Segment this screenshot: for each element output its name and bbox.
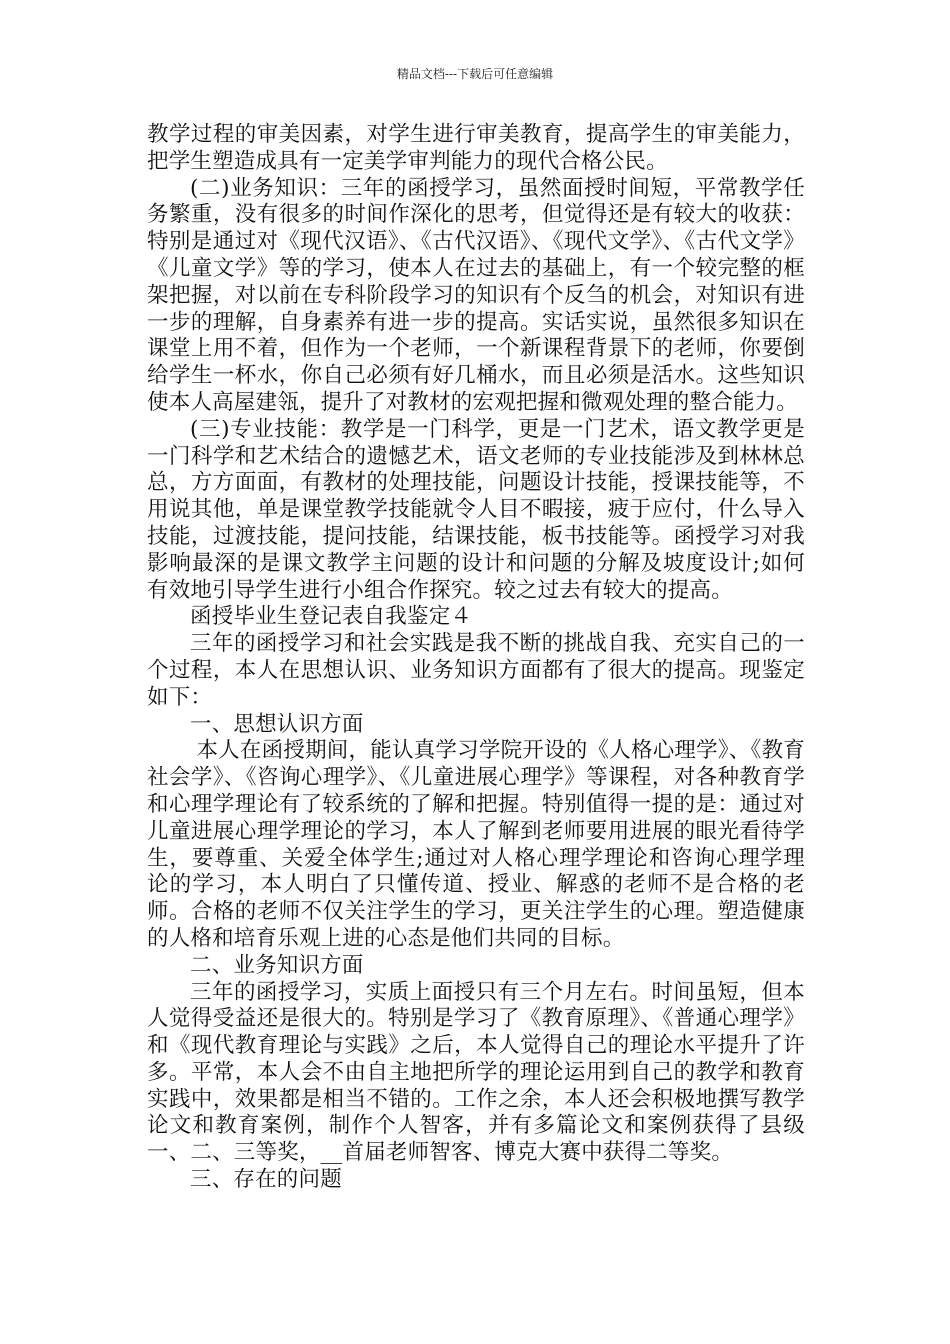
section-title: 函授毕业生登记表自我鉴定４ xyxy=(190,604,473,630)
heading-problems: 三、存在的问题 xyxy=(190,1167,342,1193)
paragraph-1: 教学过程的审美因素，对学生进行审美教育，提高学生的审美能力，把学生塑造成具有一定美学审判能力的现代合格公民。 xyxy=(147,122,805,174)
paragraph-intro: 三年的函授学习和社会实践是我不断的挑战自我、充实自己的一个过程，本人在思想认识、业务知识方面都有了很大的提高。现鉴定如下： xyxy=(147,631,805,710)
paragraph-ideology: 本人在函授期间，能认真学习学院开设的《人格心理学》、《教育社会学》、《咨询心理学》、《儿童进展心理学》等课程，对各种教育学和心理学理论有了较系统的了解和把握。特别值得一提的是：通过对儿童进展心理学理论的学习，本人了解到老师要用进展的眼光看待学生，要尊重、关爱全体学生;通过对人格心理学理论和咨询心理学理论的学习，本人明白了只懂传道、授业、解惑的老师不是合格的老师。合格的老师不仅关注学生的学习，更关注学生的心理。塑造健康的人格和培育乐观上进的心态是他们共同的目标。 xyxy=(147,738,805,951)
document-body xyxy=(147,122,805,1194)
heading-ideology: 一、思想认识方面 xyxy=(190,711,364,737)
page-header: 精品文档---下载后可任意编辑 xyxy=(396,67,554,81)
paragraph-2: (二)业务知识：三年的函授学习，虽然面授时间短，平常教学任务繁重，没有很多的时间作深化的思考，但觉得还是有较大的收获：特别是通过对《现代汉语》、《古代汉语》、《现代文学》、《古代文学》《儿童文学》等的学习，使本人在过去的基础上，有一个较完整的框架把握，对以前在专科阶段学习的知识有个反刍的机会，对知识有进一步的理解，自身素养有进一步的提高。实话实说，虽然很多知识在课堂上用不着，但作为一个老师，一个新课程背景下的老师，你要倒给学生一杯水，你自己必须有好几桶水，而且必须是活水。这些知识使本人高屋建瓴，提升了对教材的宏观把握和微观处理的整合能力。 xyxy=(147,175,805,415)
paragraph-3: (三)专业技能：教学是一门科学，更是一门艺术，语文教学更是一门科学和艺术结合的遗憾艺术，语文老师的专业技能涉及到林林总总，方方面面，有教材的处理技能，问题设计技能，授课技能等，不用说其他，单是课堂教学技能就令人目不暇接，疲于应付，什么导入技能，过渡技能，提问技能，结课技能，板书技能等。函授学习对我影响最深的是课文教学主问题的设计和问题的分解及坡度设计;如何有效地引导学生进行小组合作探究。较之过去有较大的提高。 xyxy=(147,416,805,603)
paragraph-business-knowledge: 三年的函授学习，实质上面授只有三个月左右。时间虽短，但本人觉得受益还是很大的。特别是学习了《教育原理》、《普通心理学》和《现代教育理论与实践》之后，本人觉得自己的理论水平提升了许多。平常，本人会不由自主地把所学的理论运用到自己的教学和教育实践中，效果都是相当不错的。工作之余，本人还会积极地撰写教学论文和教育案例，制作个人智客，并有多篇论文和案例获得了县级一、二、三等奖，__首届老师智客、博克大赛中获得二等奖。 xyxy=(147,979,805,1166)
heading-business-knowledge: 二、业务知识方面 xyxy=(190,952,364,978)
